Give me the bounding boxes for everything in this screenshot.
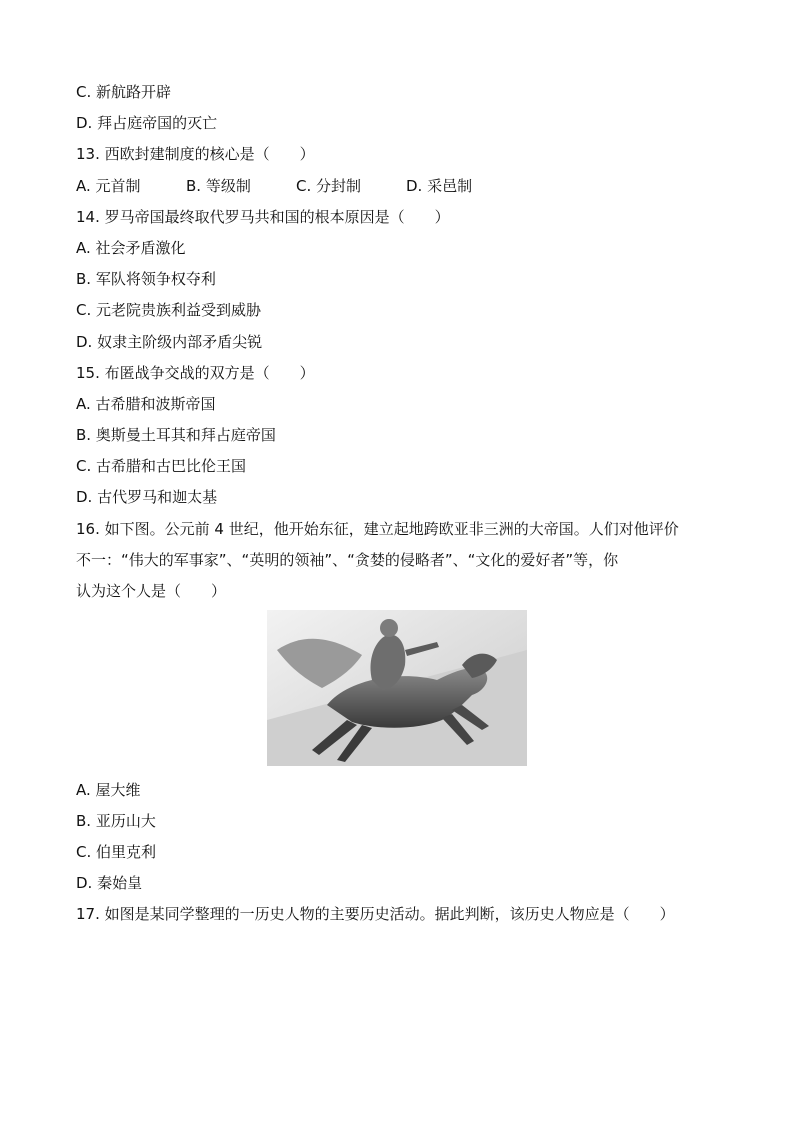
option-line: C. 新航路开辟 — [76, 83, 172, 101]
question-14: 14. 罗马帝国最终取代罗马共和国的根本原因是（ ） — [76, 208, 450, 226]
question-13: 13. 西欧封建制度的核心是（ ） — [76, 145, 315, 163]
question-13-options — [76, 176, 472, 196]
option-line: B. 奥斯曼土耳其和拜占庭帝国 — [76, 426, 276, 444]
question-16-cont: 不一：“伟大的军事家”、“英明的领袖”、“贪婪的侵略者”、“文化的爱好者”等，你 — [76, 551, 619, 569]
question-15: 15. 布匿战争交战的双方是（ ） — [76, 364, 315, 382]
option-line: B. 军队将领争权夺利 — [76, 270, 216, 288]
option-line: C. 古希腊和古巴比伦王国 — [76, 457, 247, 475]
option-line: D. 奴隶主阶级内部矛盾尖锐 — [76, 333, 263, 351]
option-line: B. 等级制 — [186, 177, 251, 195]
option-line: A. 社会矛盾激化 — [76, 239, 186, 257]
question-16-cont: 认为这个人是（ ） — [76, 582, 227, 600]
option-line: D. 秦始皇 — [76, 874, 143, 892]
question-17: 17. 如图是某同学整理的一历史人物的主要历史活动。据此判断，该历史人物应是（ ） — [76, 905, 675, 923]
option-line: D. 古代罗马和迦太基 — [76, 488, 218, 506]
option-line: C. 伯里克利 — [76, 843, 157, 861]
option-line: A. 元首制 — [76, 177, 141, 195]
equestrian-statue-image — [267, 610, 527, 766]
option-line: A. 屋大维 — [76, 781, 141, 799]
option-line: D. 拜占庭帝国的灭亡 — [76, 114, 218, 132]
option-line: D. 采邑制 — [406, 177, 473, 195]
option-line: C. 分封制 — [296, 177, 362, 195]
option-line: C. 元老院贵族利益受到威胁 — [76, 301, 262, 319]
question-16: 16. 如下图。公元前 4 世纪，他开始东征，建立起地跨欧亚非三洲的大帝国。人们对他评价 — [76, 520, 679, 538]
option-line: A. 古希腊和波斯帝国 — [76, 395, 216, 413]
option-line: B. 亚历山大 — [76, 812, 156, 830]
